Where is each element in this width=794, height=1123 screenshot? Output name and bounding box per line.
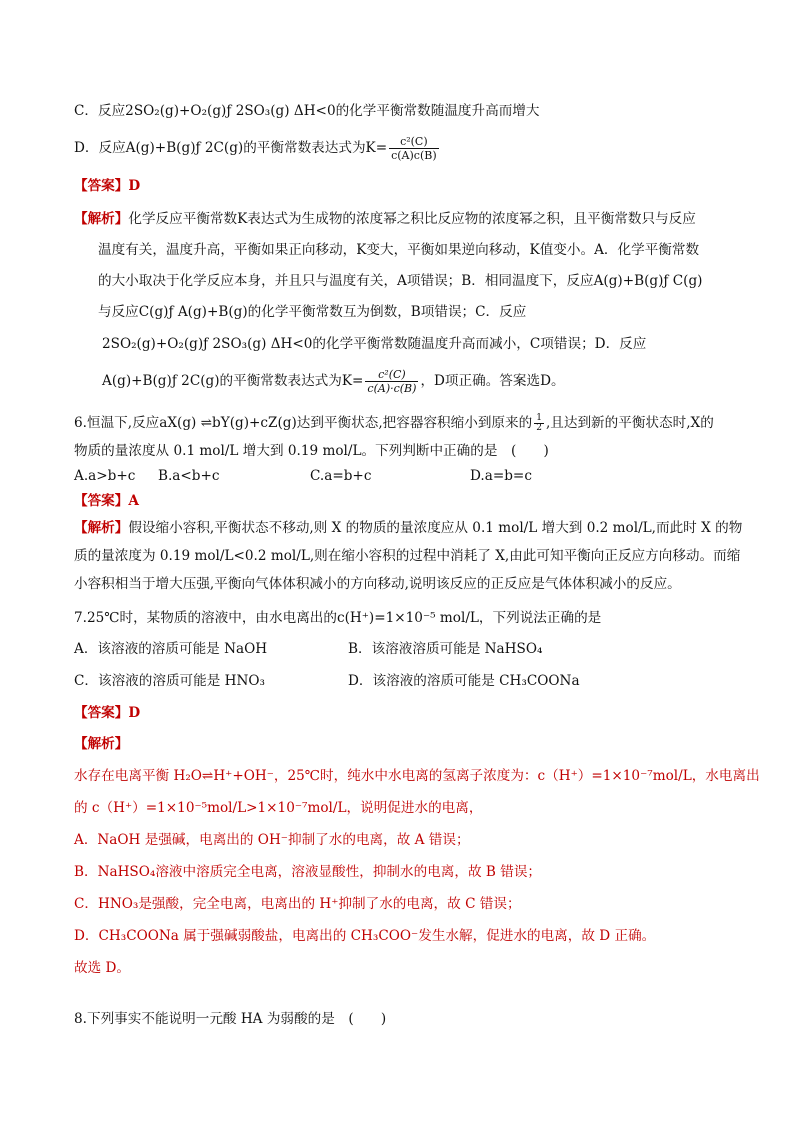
option-d [74, 135, 441, 162]
fraction-numerator: c²(C) [389, 135, 439, 149]
question-6-text: 6.恒温下,反应aX(g) ⇌bY(g)+cZ(g)达到平衡状态,把容器容积缩小到原来的 [74, 415, 533, 431]
question-6-stem-line-1 [74, 413, 714, 433]
question-6-text-end: ,且达到新的平衡状态时,X的 [545, 415, 714, 431]
fraction-denominator: c(A)·c(B) [367, 382, 417, 395]
question-6-stem-line-2: 物质的量浓度从 0.1 mol/L 增大到 0.19 mol/L。下列判断中正确的是 ( ) [74, 443, 549, 459]
question-7-stem: 7.25℃时，某物质的溶液中，由水电离出的c(H⁺)=1×10⁻⁵ mol/L，下列说法正确的是 [74, 610, 602, 626]
option-d-text: D．反应A(g)+B(g)ƒ 2C(g)的平衡常数表达式为K= [74, 140, 388, 156]
explanation-5-line-4: 与反应C(g)ƒ A(g)+B(g)的化学平衡常数互为倒数，B项错误；C．反应 [98, 304, 527, 320]
explanation-5-line-6-text: A(g)+B(g)ƒ 2C(g)的平衡常数表达式为K= [102, 373, 364, 389]
question-8-stem: 8.下列事实不能说明一元酸 HA 为弱酸的是 ( ) [74, 1011, 387, 1027]
explanation-5-line-6-end: ，D项正确。答案选D。 [420, 373, 565, 389]
explanation-6-line-3: 小容积相当于增大压强,平衡向气体体积减小的方向移动,说明该反应的正反应是气体体积减小的反应。 [74, 576, 681, 592]
explanation-5-line-2: 温度有关，温度升高，平衡如果正向移动，K变大，平衡如果逆向移动，K值变小。A．化学平衡常数 [98, 242, 700, 258]
fraction-numerator: c²(C) [365, 368, 418, 382]
answer-7: 【答案】D [74, 705, 141, 721]
explanation-5-line-5: 2SO₂(g)+O₂(g)ƒ 2SO₃(g) ΔH<0的化学平衡常数随温度升高而减小，C项错误；D．反应 [102, 336, 647, 352]
one-half-fraction [534, 414, 544, 433]
explanation-label: 【解析】 [74, 211, 129, 227]
equilibrium-constant-fraction [389, 135, 439, 162]
question-7-option-a: A．该溶液的溶质可能是 NaOH [74, 641, 268, 657]
question-6-option-c: C.a=b+c [310, 468, 372, 484]
explanation-label: 【解析】 [74, 520, 129, 536]
question-7-option-c: C．该溶液的溶质可能是 HNO₃ [74, 673, 266, 689]
explanation-7-heading: 【解析】 [74, 736, 129, 752]
explanation-7-line-5: C．HNO₃是强酸，完全电离，电离出的 H⁺抑制了水的电离，故 C 错误； [74, 896, 521, 912]
fraction-denominator: c(A)c(B) [391, 149, 437, 162]
fraction-denominator: 2 [536, 423, 542, 433]
equilibrium-constant-fraction-italic [365, 368, 418, 395]
question-6-option-b: B.a<b+c [158, 468, 220, 484]
explanation-6-line-1: 【解析】假设缩小容积,平衡状态不移动,则 X 的物质的量浓度应从 0.1 mol/L 增大到 0.2 mol/L,而此时 X 的物 [74, 520, 743, 536]
explanation-7-line-2: 的 c（H⁺）=1×10⁻⁵mol/L>1×10⁻⁷mol/L，说明促进水的电离， [74, 800, 483, 816]
explanation-5-text: 【解析】化学反应平衡常数K表达式为生成物的浓度幂之积比反应物的浓度幂之积，且平衡常数只与反应 [74, 211, 696, 227]
fraction-numerator: 1 [536, 413, 542, 423]
explanation-7-line-6: D．CH₃COONa 属于强碱弱酸盐，电离出的 CH₃COO⁻发生水解，促进水的电离，故 D 正确。 [74, 928, 656, 944]
explanation-5-line-1 [74, 209, 696, 229]
explanation-5-line-6 [102, 368, 565, 395]
question-6-option-d: D.a=b=c [470, 468, 532, 484]
option-c: C．反应2SO₂(g)+O₂(g)ƒ 2SO₃(g) ΔH<0的化学平衡常数随温度升高而增大 [74, 103, 540, 119]
explanation-7-line-4: B．NaHSO₄溶液中溶质完全电离，溶液显酸性，抑制水的电离，故 B 错误； [74, 864, 542, 880]
explanation-6-line-2: 质的量浓度为 0.19 mol/L<0.2 mol/L,则在缩小容积的过程中消耗了 X,由此可知平衡向正反应方向移动。而缩 [74, 548, 741, 564]
question-6-option-a: A.a>b+c [74, 468, 136, 484]
explanation-5-line-3: 的大小取决于化学反应本身，并且只与温度有关，A项错误；B．相同温度下，反应A(g)+B(g)ƒ C(g) [98, 273, 703, 289]
question-7-option-d: D．该溶液的溶质可能是 CH₃COONa [348, 673, 580, 689]
explanation-7-line-7: 故选 D。 [74, 960, 131, 976]
answer-5: 【答案】D [74, 178, 141, 194]
question-7-option-b: B．该溶液溶质可能是 NaHSO₄ [348, 641, 543, 657]
explanation-7-line-1: 水存在电离平衡 H₂O⇌H⁺+OH⁻，25℃时，纯水中水电离的氢离子浓度为：c（H⁺）=1×10⁻⁷mol/L，水电离出 [74, 768, 760, 784]
answer-6: 【答案】A [74, 493, 139, 509]
explanation-7-line-3: A．NaOH 是强碱，电离出的 OH⁻抑制了水的电离，故 A 错误； [74, 832, 470, 848]
